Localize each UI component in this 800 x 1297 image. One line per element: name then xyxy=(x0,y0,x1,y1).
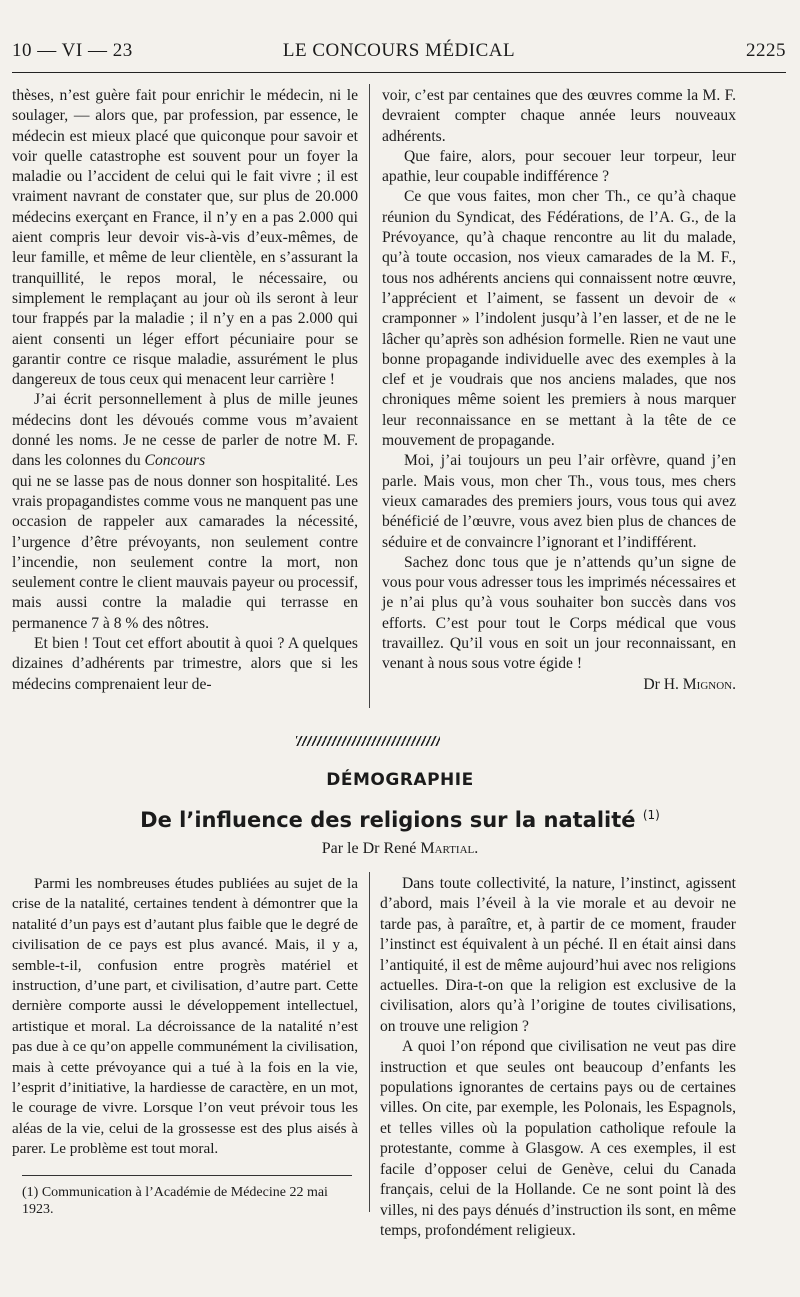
column-left-bottom xyxy=(12,874,358,1160)
column-right-bottom xyxy=(380,874,736,1241)
paragraph: Ce que vous faites, mon cher Th., ce qu’à chaque réunion du Syndicat, des Fédérations, de l’A. G., de la Prévoyance, qu’à chaque rencontre au lit du malade, qu’à toute occasion, nos vieux camarades de la M. F., tous nos adhérents anciens qui connaissent notre œuvre, l’apprécient et l’aiment, se fassent un devoir de « cramponner » l’indolent jusqu’à l’en lasser, et de ne le lâcher qu’après son adhésion formelle. Rien ne vaut une bonne propagande individuelle avec des exemples à la clef et je voudrais que nos anciens malades, que nos chroniques même soient les premiers à nous marquer leur reconnaissance en se mettant à la tête de ce mouvement de propagande. xyxy=(382,188,736,450)
header-rule xyxy=(12,72,786,73)
paragraph: J’ai écrit personnellement à plus de mille jeunes médecins dont les dévoués comme vous m’avaient donné les noms. Je ne cesse de parler de notre M. F. dans les colonnes du Concours xyxy=(12,391,358,470)
paragraph: thèses, n’est guère fait pour enrichir le médecin, ni le soulager, — alors que, par profession, par essence, le médecin est mieux placé que quiconque pour savoir et voir quelle catastrophe est souvent pour un foyer la maladie ou l’accident de celui qui le fait vivre ; il est vraiment navrant de constater que, sur plus de 20.000 médecins exerçant en France, il n’y en a pas 2.000 qui aient compris leur devoir vis-à-vis d’eux-mêmes, de leur famille, et même de leur clientèle, en s’assurant la tranquillité, le repos moral, le nécessaire, ou simplement le remplaçant au jour où ils seront à leur tour frappés par la maladie ; il n’y en a pas 2.000 qui aient consenti un léger effort pécuniaire pour se garantir contre ce risque maladie, assurément le plus dangereux de tous ceux qui menacent leur carrière ! xyxy=(12,87,358,389)
byline: Par le Dr René Martial. xyxy=(321,840,479,857)
paragraph: Et bien ! Tout cet effort aboutit à quoi ? A quelques dizaines d’adhérents par trimestre, alors que si les médecins comprenaient leur de- xyxy=(12,635,358,693)
article-title: De l’influence des religions sur la natalité $^{(1)}$ xyxy=(140,808,660,832)
signature: Dr H. Mignon. xyxy=(643,675,736,693)
column-left-top xyxy=(12,86,358,695)
title-footnote-marker: (1) xyxy=(642,808,660,822)
paragraph: A quoi l’on répond que civilisation ne veut pas dire instruction et que seules ont beaucoup d’enfants les populations ignorantes de certains pays ou de certaines villes. On cite, par exemple, les Polonais, les Espagnols, et telles villes où la population catholique refoule la protestante, comme à Glasgow. A ces exemples, il est facile d’opposer celui de Genève, celui du Canada français, celui de la Hollande. Ce ne sont point là des villes, ni des pays dénués d’instruction ils sont, en même temps, profondément religieux. xyxy=(380,1038,736,1239)
paragraph: voir, c’est par centaines que des œuvres comme la M. F. devraient compter chaque année leurs nouveaux adhérents. xyxy=(382,87,736,145)
concours-italic: Concours xyxy=(144,452,206,470)
paragraph: Que faire, alors, pour secouer leur torpeur, leur apathie, leur coupable indifférence ? xyxy=(382,147,736,186)
issue-date: 10 — VI — 23 xyxy=(12,40,133,61)
journal-title: LE CONCOURS MÉDICAL xyxy=(282,40,516,61)
page-number: 2225 xyxy=(746,40,786,61)
paragraph: Moi, j’ai toujours un peu l’air orfèvre, quand j’en parle. Mais vous, mon cher Th., vous tous, mes chers vieux camarades des premiers jours, vous tous qui avez bénéficié de l’œuvre, vous avez bien plus de chances de séduire et de convaincre l’ignorant et l’indifférent. xyxy=(382,452,736,551)
column-divider xyxy=(369,872,370,1212)
section-heading: DÉMOGRAPHIE xyxy=(326,770,474,790)
footnote: (1) Communication à l’Académie de Médecine 22 mai 1923. xyxy=(22,1185,328,1217)
column-right-top xyxy=(382,86,736,695)
paragraph: qui ne se lasse pas de nous donner son hospitalité. Les vrais propagandistes comme vous ne manquent pas une occasion de rappeler aux camarades la nécessité, l’urgence d’être prévoyants, non seulement contre l’incendie, non seulement contre la mort, non seulement contre le client mauvais payeur ou processif, mais aussi contre la maladie qui terrasse en permanence 7 à 8 % des nôtres. xyxy=(12,472,359,632)
column-divider xyxy=(369,84,370,708)
footnote-rule xyxy=(22,1175,352,1176)
paragraph: Sachez donc tous que je n’attends qu’un signe de vous pour vous adresser tous les imprimés nécessaires et je n’ai plus qu’à vous souhaiter bon succès dans vos efforts. C’est pour tout le Corps médical que vous travaillez. Qu’il vous en soit un jour reconnaissant, en venant à nous sous votre égide ! xyxy=(382,553,736,673)
paragraph: Parmi les nombreuses études publiées au sujet de la crise de la natalité, certaines tendent à démontrer que la natalité d’un pays est d’autant plus faible que le degré de civilisation de ce pays est plus avancé. Mais, il y a, semble-t-il, confusion entre progrès matériel et instruction, d’une part, et civilisation, d’autre part. Cette dernière comporte aussi le développement intellectuel, artistique et moral. La décroissance de la natalité n’est pas due à ce qu’on appelle communément la civilisation, mais à cette prévoyance qui a tué à la fois en la vie, l’esprit d’initiative, la hardiesse de caractère, en un mot, le courage de vivre. Lorsque l’on veut prévoir tous les aléas de la vie, celui de la grossesse est des plus aisés à parer. Le problème est tout moral. xyxy=(12,875,358,1158)
page-header xyxy=(12,38,786,70)
paragraph: Dans toute collectivité, la nature, l’instinct, agissent d’abord, mais l’éveil à la vie morale et au devoir ne tarde pas, à paraître, et, à partir de ce moment, frauder l’instinct est équivalent à un péché. Il en était ainsi dans l’antiquité, il est de même aujourd’hui avec nos religions actuelles. Dira-t-on que la religion est exclusive de la civilisation, alors qu’à l’origine de toutes civilisations, on trouve une religion ? xyxy=(380,875,736,1035)
section-separator-ornament xyxy=(296,736,440,746)
